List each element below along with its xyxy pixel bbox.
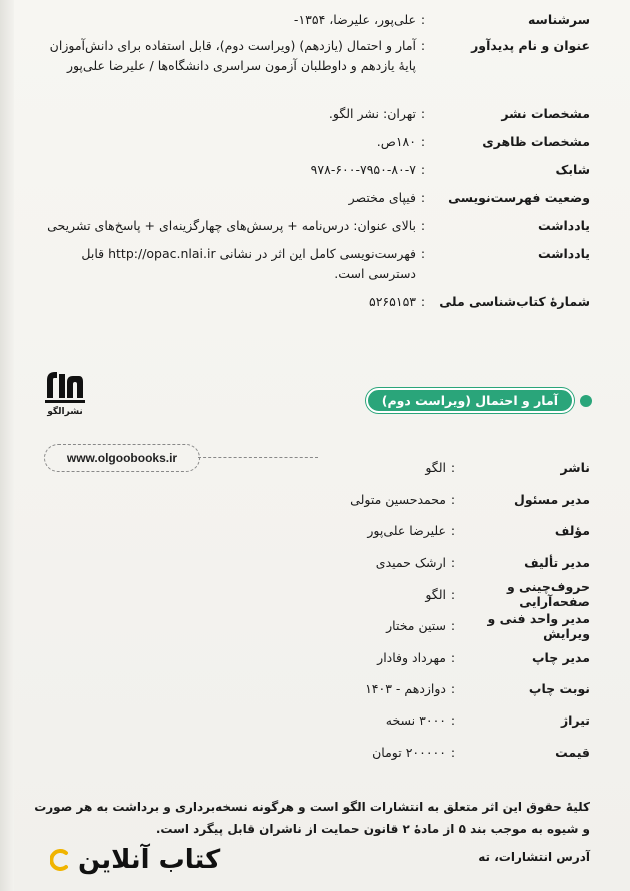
- catalog-label: شمارهٔ کتاب‌شناسی ملی: [439, 294, 590, 309]
- credit-value: ۳۰۰۰ نسخه: [385, 713, 446, 729]
- page-edge-shadow: [0, 0, 14, 891]
- separator-colon: :: [420, 246, 426, 261]
- catalog-row: [30, 34, 590, 76]
- cataloging-block: [30, 8, 590, 312]
- separator-colon: :: [450, 523, 456, 539]
- catalog-row: [30, 242, 590, 284]
- credit-label: مدیر چاپ: [531, 649, 590, 665]
- catalog-label: شابک: [555, 162, 590, 177]
- credit-row: [170, 673, 590, 705]
- credits-block: [170, 452, 590, 768]
- catalog-value: علی‌پور، علیرضا، ۱۳۵۴-: [293, 12, 416, 27]
- credit-value: محمدحسین متولی: [350, 491, 446, 507]
- catalog-label: مشخصات نشر: [501, 106, 590, 121]
- separator-colon: :: [420, 162, 426, 177]
- separator-colon: :: [450, 681, 456, 697]
- separator-colon: :: [450, 460, 456, 476]
- separator-colon: :: [450, 586, 456, 602]
- catalog-row: [30, 8, 590, 30]
- credit-label: تیراژ: [560, 713, 590, 729]
- publisher-address: آدرس انتشارات، ته: [478, 850, 590, 864]
- separator-colon: :: [420, 294, 426, 309]
- catalog-value: ۹۷۸-۶۰۰-۷۹۵۰-۸۰-۷: [310, 162, 416, 177]
- ketab-online-brand: [50, 845, 220, 875]
- credit-row: [170, 642, 590, 674]
- credit-value: ۲۰۰۰۰۰ تومان: [372, 744, 446, 760]
- credit-row: [170, 578, 590, 610]
- credit-value: دوازدهم - ۱۴۰۳: [365, 681, 446, 697]
- catalog-value: آمار و احتمال (یازدهم) (ویراست دوم)، قابل استفاده برای دانش‌آموزان پایهٔ یازدهم و داوطلبان آزمون سراسری دانشگاه‌ها / علیرضا علی‌پور: [49, 38, 416, 73]
- catalog-row: [30, 186, 590, 208]
- brand-ring-icon: [50, 849, 72, 871]
- credit-row: [170, 515, 590, 547]
- separator-colon: :: [420, 12, 426, 27]
- catalog-label: یادداشت: [537, 246, 590, 261]
- separator-colon: :: [420, 190, 426, 205]
- publisher-logo: [40, 368, 90, 417]
- catalog-value: فهرست‌نویسی کامل این اثر در نشانی http://opac.nlai.ir قابل دسترسی است.: [81, 246, 416, 281]
- credit-label: مدیر مسئول: [513, 491, 590, 507]
- separator-colon: :: [450, 555, 456, 571]
- olgoo-logo-icon: [43, 368, 87, 406]
- catalog-row: [30, 102, 590, 124]
- credit-value: ارشک حمیدی: [375, 555, 446, 571]
- logo-text: نشرالگو: [47, 407, 83, 417]
- credit-value: ستین مختار: [386, 618, 446, 634]
- credit-row: [170, 484, 590, 516]
- separator-colon: :: [420, 218, 426, 233]
- credit-row: [170, 705, 590, 737]
- credit-row: [170, 547, 590, 579]
- catalog-label: سرشناسه: [527, 12, 590, 27]
- book-title: آمار و احتمال (ویراست دوم): [366, 388, 574, 413]
- catalog-value: فیپای مختصر: [348, 190, 416, 205]
- catalog-row: [30, 130, 590, 152]
- credit-value: علیرضا علی‌پور: [367, 523, 446, 539]
- credit-label: مدیر تألیف: [524, 555, 590, 571]
- credit-value: الگو: [425, 586, 446, 602]
- copyright-notice: کلیهٔ حقوق این اثر متعلق به انتشارات الگو است و هرگونه نسخه‌برداری و برداشت به هر صورت و شیوه به موجب بند ۵ از مادهٔ ۲ قانون حمایت از ناشران قابل پیگرد است.: [34, 800, 590, 836]
- credit-label: قیمت: [555, 744, 590, 760]
- credit-row: [170, 610, 590, 642]
- catalog-row: [30, 214, 590, 236]
- credit-row: [170, 736, 590, 768]
- website-link[interactable]: www.olgoobooks.ir: [44, 444, 200, 472]
- credit-label: مؤلف: [554, 523, 590, 539]
- book-title-bar: [366, 388, 592, 413]
- separator-colon: :: [450, 744, 456, 760]
- separator-colon: :: [420, 134, 426, 149]
- credit-row: [170, 452, 590, 484]
- credit-value: الگو: [425, 460, 446, 476]
- brand-text: کتاب آنلاین: [78, 845, 221, 875]
- catalog-label: وضعیت فهرست‌نویسی: [448, 190, 590, 205]
- catalog-value: ۱۸۰ص.: [376, 134, 416, 149]
- catalog-value: ۵۲۶۵۱۵۳: [369, 294, 416, 309]
- separator-colon: :: [420, 106, 426, 121]
- catalog-label: عنوان و نام پدیدآور: [471, 38, 590, 53]
- credit-label: حروف‌چینی و صفحه‌آرایی: [506, 579, 590, 610]
- credit-label: ناشر: [560, 460, 590, 476]
- separator-colon: :: [450, 649, 456, 665]
- bullet-dot-icon: [580, 395, 592, 407]
- credit-label: مدیر واحد فنی و ویرایش: [487, 610, 590, 641]
- separator-colon: :: [450, 618, 456, 634]
- separator-colon: :: [450, 713, 456, 729]
- credit-label: نوبت چاپ: [528, 681, 590, 697]
- catalog-row: [30, 158, 590, 180]
- separator-colon: :: [450, 491, 456, 507]
- credit-value: مهرداد وفادار: [377, 649, 446, 665]
- catalog-row: [30, 290, 590, 312]
- separator-colon: :: [420, 38, 426, 53]
- catalog-value: تهران: نشر الگو.: [328, 106, 416, 121]
- catalog-label: مشخصات ظاهری: [482, 134, 590, 149]
- catalog-value: بالای عنوان: درس‌نامه + پرسش‌های چهارگزینه‌ای + پاسخ‌های تشریحی: [47, 218, 416, 233]
- catalog-label: یادداشت: [537, 218, 590, 233]
